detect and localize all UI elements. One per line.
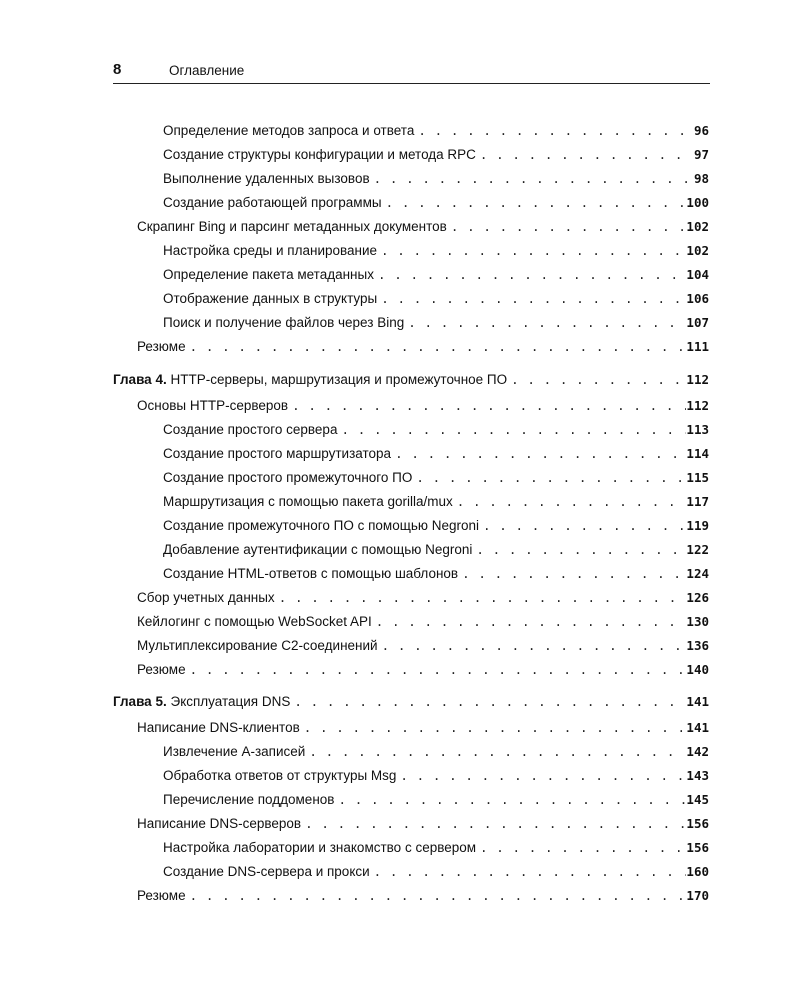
- toc-entry[interactable]: [163, 468, 709, 488]
- toc-entry-page: 112: [686, 372, 709, 387]
- toc-entry-title: Перечисление поддоменов: [163, 792, 335, 807]
- toc-section-entry[interactable]: [137, 396, 709, 416]
- running-header: [113, 61, 710, 84]
- toc-entry-title: Написание DNS-клиентов: [137, 720, 300, 735]
- toc-entry-page: 156: [686, 840, 709, 855]
- toc-entry[interactable]: [163, 516, 709, 536]
- toc-entry-title: Сбор учетных данных: [137, 590, 275, 605]
- toc-entry-page: 122: [686, 542, 709, 557]
- leader-dots: [186, 886, 687, 906]
- toc-entry-page: 98: [693, 171, 709, 186]
- leader-dots: [374, 265, 686, 285]
- toc-entry-title: Написание DNS-серверов: [137, 816, 302, 831]
- running-title: Оглавление: [169, 63, 245, 78]
- chapter-name: HTTP-серверы, маршрутизация и промежуточное ПО: [170, 372, 508, 387]
- toc-entry-page: 104: [686, 267, 709, 282]
- toc-entry[interactable]: [163, 193, 709, 213]
- toc-entry[interactable]: [163, 492, 709, 512]
- toc-entry-page: 111: [686, 339, 709, 354]
- toc-entry-page: 107: [686, 315, 709, 330]
- toc-entry[interactable]: [163, 862, 709, 882]
- leader-dots: [404, 313, 686, 333]
- leader-dots: [300, 718, 687, 738]
- toc-entry-page: 106: [686, 291, 709, 306]
- leader-dots: [458, 564, 686, 584]
- toc-entry[interactable]: [163, 444, 709, 464]
- leader-dots: [372, 612, 687, 632]
- toc-entry-page: 119: [686, 518, 709, 533]
- toc-entry-page: 156: [686, 816, 709, 831]
- toc-chapter-entry[interactable]: [113, 692, 709, 712]
- toc-section-entry[interactable]: [137, 814, 709, 834]
- chapter-label: Глава 4.: [113, 372, 167, 387]
- toc-entry-title: Создание работающей программы: [163, 195, 382, 210]
- leader-dots: [290, 692, 686, 712]
- toc-entry[interactable]: [163, 742, 709, 762]
- toc-entry[interactable]: [163, 169, 709, 189]
- toc-entry[interactable]: [163, 766, 709, 786]
- toc-entry-page: 141: [686, 720, 709, 735]
- toc-entry-page: 102: [686, 219, 709, 234]
- toc-entry[interactable]: [163, 790, 709, 810]
- leader-dots: [396, 766, 686, 786]
- leader-dots: [334, 790, 686, 810]
- toc-entry[interactable]: [163, 540, 709, 560]
- leader-dots: [507, 370, 686, 390]
- leader-dots: [337, 420, 686, 440]
- leader-dots: [275, 588, 687, 608]
- toc-entry[interactable]: [163, 265, 709, 285]
- toc-chapter-title: [113, 370, 507, 390]
- leader-dots: [288, 396, 686, 416]
- toc-section-entry[interactable]: [137, 612, 709, 632]
- toc-chapter-title: [113, 692, 290, 712]
- toc-entry-title: Скрапинг Bing и парсинг метаданных документов: [137, 219, 447, 234]
- toc-entry-title: Создание простого промежуточного ПО: [163, 470, 413, 485]
- toc-entry-page: 102: [686, 243, 709, 258]
- toc-entry[interactable]: [163, 313, 709, 333]
- page-number: 8: [113, 61, 122, 78]
- toc-entry-page: 115: [686, 470, 709, 485]
- leader-dots: [453, 492, 687, 512]
- toc-entry-page: 160: [686, 864, 709, 879]
- toc-entry-title: Создание DNS-сервера и прокси: [163, 864, 370, 879]
- toc-entry-title: Определение методов запроса и ответа: [163, 123, 415, 138]
- toc-entry-page: 170: [686, 888, 709, 903]
- toc-section-entry[interactable]: [137, 718, 709, 738]
- toc-entry-title: Кейлогинг с помощью WebSocket API: [137, 614, 372, 629]
- toc-entry-page: 136: [686, 638, 709, 653]
- toc-entry-title: Резюме: [137, 662, 186, 677]
- toc-section-entry[interactable]: [137, 588, 709, 608]
- toc-entry-page: 112: [686, 398, 709, 413]
- leader-dots: [186, 337, 687, 357]
- toc-entry-page: 141: [686, 694, 709, 709]
- toc-entry[interactable]: [163, 241, 709, 261]
- toc-entry[interactable]: [163, 145, 709, 165]
- toc-entry-title: Настройка среды и планирование: [163, 243, 378, 258]
- leader-dots: [382, 193, 687, 213]
- leader-dots: [476, 145, 694, 165]
- toc-entry-title: Отображение данных в структуры: [163, 291, 378, 306]
- leader-dots: [377, 241, 686, 261]
- toc-section-entry[interactable]: [137, 337, 709, 357]
- leader-dots: [476, 838, 686, 858]
- toc-entry-title: Основы HTTP-серверов: [137, 398, 289, 413]
- toc-section-entry[interactable]: [137, 636, 709, 656]
- toc-entry[interactable]: [163, 121, 709, 141]
- toc-entry-title: Мультиплексирование C2-соединений: [137, 638, 378, 653]
- toc-entry-page: 130: [686, 614, 709, 629]
- toc-entry[interactable]: [163, 420, 709, 440]
- toc-entry-page: 97: [693, 147, 709, 162]
- toc-entry-title: Настройка лаборатории и знакомство с сервером: [163, 840, 477, 855]
- toc-entry-title: Определение пакета метаданных: [163, 267, 374, 282]
- leader-dots: [370, 169, 694, 189]
- leader-dots: [370, 862, 687, 882]
- toc-entry-title: Резюме: [137, 888, 186, 903]
- chapter-name: Эксплуатация DNS: [170, 694, 291, 709]
- toc-entry-title: Создание простого маршрутизатора: [163, 446, 392, 461]
- toc-section-entry[interactable]: [137, 217, 709, 237]
- toc-entry-page: 142: [686, 744, 709, 759]
- toc-entry-title: Обработка ответов от структуры Msg: [163, 768, 397, 783]
- toc-entry[interactable]: [163, 564, 709, 584]
- leader-dots: [301, 814, 686, 834]
- toc-entry-page: 140: [686, 662, 709, 677]
- toc-entry-title: Извлечение A-записей: [163, 744, 306, 759]
- leader-dots: [472, 540, 686, 560]
- toc-entry-title: Резюме: [137, 339, 186, 354]
- toc-entry-title: Создание простого сервера: [163, 422, 338, 437]
- leader-dots: [447, 217, 687, 237]
- toc-entry-page: 100: [686, 195, 709, 210]
- leader-dots: [412, 468, 686, 488]
- toc-entry[interactable]: [163, 289, 709, 309]
- toc-entry-title: Поиск и получение файлов через Bing: [163, 315, 405, 330]
- toc-entry-page: 113: [686, 422, 709, 437]
- leader-dots: [377, 289, 686, 309]
- toc-entry-title: Маршрутизация с помощью пакета gorilla/mux: [163, 494, 453, 509]
- toc-entry-page: 124: [686, 566, 709, 581]
- toc-entry-title: Создание промежуточного ПО с помощью Negroni: [163, 518, 480, 533]
- toc-entry-page: 126: [686, 590, 709, 605]
- leader-dots: [391, 444, 686, 464]
- toc-entry-title: Создание HTML-ответов с помощью шаблонов: [163, 566, 459, 581]
- toc-section-entry[interactable]: [137, 660, 709, 680]
- leader-dots: [305, 742, 686, 762]
- toc-entry-page: 114: [686, 446, 709, 461]
- leader-dots: [378, 636, 687, 656]
- toc-entry-title: Создание структуры конфигурации и метода RPC: [163, 147, 476, 162]
- leader-dots: [479, 516, 686, 536]
- leader-dots: [414, 121, 694, 141]
- toc-chapter-entry[interactable]: [113, 370, 709, 390]
- toc-entry-title: Добавление аутентификации с помощью Negroni: [163, 542, 473, 557]
- chapter-label: Глава 5.: [113, 694, 167, 709]
- toc-entry[interactable]: [163, 838, 709, 858]
- toc-section-entry[interactable]: [137, 886, 709, 906]
- toc-entry-page: 145: [686, 792, 709, 807]
- toc-entry-title: Выполнение удаленных вызовов: [163, 171, 370, 186]
- leader-dots: [186, 660, 687, 680]
- toc-entry-page: 117: [686, 494, 709, 509]
- toc-entry-page: 96: [693, 123, 709, 138]
- toc-entry-page: 143: [686, 768, 709, 783]
